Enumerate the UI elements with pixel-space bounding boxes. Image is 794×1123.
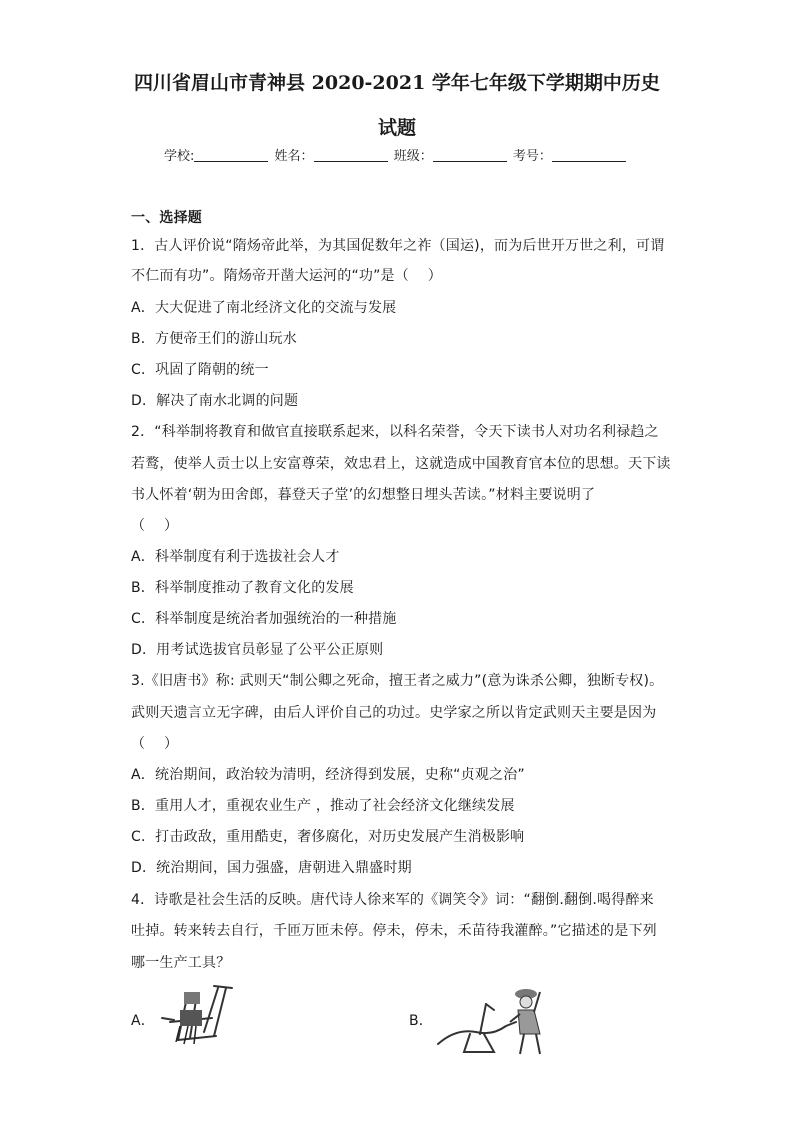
q2-answer-paren: （ ） — [131, 518, 179, 534]
school-label: 学校: — [164, 149, 195, 164]
q3-answer-paren: （ ） — [131, 736, 179, 752]
exam-number-blank[interactable] — [552, 147, 626, 162]
q3-option-c[interactable]: C．打击政敌，重用酷吏，奢侈腐化，对历史发展产生消极影响 — [131, 829, 525, 845]
q2-option-d[interactable]: D．用考试选拔官员彰显了公平公正原则 — [131, 642, 384, 658]
q4-option-a[interactable]: A． — [131, 1013, 155, 1029]
q1-option-c[interactable]: C．巩固了隋朝的统一 — [131, 362, 269, 378]
q1-stem-line-1: 1．古人评价说“隋炀帝此举，为其国促数年之祚（国运)，而为后世开万世之利，可谓 — [131, 238, 665, 254]
q1-option-a[interactable]: A．大大促进了南北经济文化的交流与发展 — [131, 300, 397, 316]
q1-stem-line-2: 不仁而有功”。隋炀帝开凿大运河的“功”是（ ） — [131, 268, 443, 284]
q1-option-d[interactable]: D．解决了南水北调的问题 — [131, 393, 299, 409]
q4-option-b[interactable]: B． — [409, 1013, 434, 1029]
q2-option-a[interactable]: A．科举制度有利于选拔社会人才 — [131, 549, 340, 565]
class-label: 班级： — [393, 149, 433, 164]
exam-number-label: 考号： — [512, 149, 552, 164]
farmer-plowing-illustration — [436, 982, 552, 1060]
q2-stem-line-2: 若鹜，使举人贡士以上安富尊荣，效忠君上，这就造成中国教育官本位的思想。天下读 — [131, 456, 671, 472]
class-blank[interactable] — [433, 147, 507, 162]
q1-option-b[interactable]: B．方便帝王们的游山玩水 — [131, 331, 298, 347]
q3-option-d[interactable]: D．统治期间，国力强盛，唐朝进入鼎盛时期 — [131, 860, 412, 876]
name-blank[interactable] — [314, 147, 388, 162]
q4-stem-line-1: 4．诗歌是社会生活的反映。唐代诗人徐来军的《调笑令》词：“翻倒.翻倒.喝得醉来 — [131, 892, 654, 908]
q4-stem-line-2: 吐掉。转来转去自行，千匝万匝未停。停未，停未，禾苗待我灌醉。”它描述的是下列 — [131, 923, 657, 939]
page-title-line-2: 试题 — [377, 117, 416, 139]
q2-stem-line-3: 书人怀着‘朝为田舍郎，暮登天子堂’的幻想整日埋头苦读。”材料主要说明了 — [131, 487, 596, 503]
quyuan-plow-illustration — [156, 982, 236, 1052]
q3-stem-line-2: 武则天遗言立无字碑，由后人评价自己的功过。史学家之所以肯定武则天主要是因为 — [131, 705, 657, 721]
section-heading: 一、选择题 — [131, 210, 202, 226]
name-label: 姓名： — [274, 149, 314, 164]
q3-option-b[interactable]: B．重用人才，重视农业生产 ，推动了社会经济文化继续发展 — [131, 798, 515, 814]
q3-stem-line-1: 3.《旧唐书》称: 武则天“制公卿之死命，擅王者之威力”(意为诛杀公卿，独断专权)。 — [131, 673, 664, 689]
q2-option-c[interactable]: C．科举制度是统治者加强统治的一种措施 — [131, 611, 397, 627]
q2-option-b[interactable]: B．科举制度推动了教育文化的发展 — [131, 580, 354, 596]
student-info-row — [164, 145, 628, 164]
q2-stem-line-1: 2．“科举制将教育和做官直接联系起来，以科名荣誉，令天下读书人对功名利禄趋之 — [131, 424, 659, 440]
q4-stem-line-3: 哪一生产工具？ — [131, 955, 231, 971]
page-title-line-1: 四川省眉山市青神县 2020-2021 学年七年级下学期期中历史 — [134, 72, 660, 94]
school-blank[interactable] — [194, 147, 268, 162]
q3-option-a[interactable]: A．统治期间，政治较为清明，经济得到发展，史称“贞观之治” — [131, 767, 525, 783]
